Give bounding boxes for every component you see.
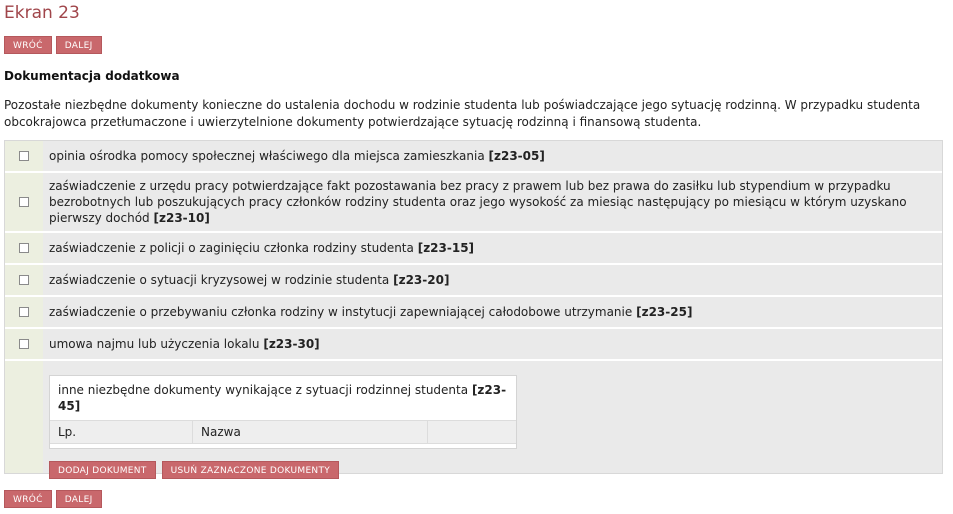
next-button[interactable]: DALEJ — [56, 490, 102, 508]
column-header-lp: Lp. — [50, 421, 193, 443]
item-code: [z23-15] — [417, 241, 475, 255]
section-title: Dokumentacja dodatkowa — [4, 69, 180, 83]
item-label: zaświadczenie o sytuacji kryzysowej w rodzinie studenta — [49, 273, 390, 287]
checkbox[interactable] — [19, 339, 29, 349]
top-nav — [4, 36, 102, 54]
table-header — [50, 421, 516, 444]
back-button[interactable]: WRÓĆ — [4, 36, 52, 54]
list-item — [5, 265, 942, 297]
checkbox[interactable] — [19, 151, 29, 161]
add-document-button[interactable]: DODAJ DOKUMENT — [49, 461, 156, 479]
item-code: [z23-10] — [153, 211, 210, 225]
list-item — [5, 297, 942, 329]
checkbox[interactable] — [19, 275, 29, 285]
section-description: Pozostałe niezbędne dokumenty konieczne do ustalenia dochodu w rodzinie studenta lub poświadczające jego sytuację rodzinną. W przypadku studenta obcokrajowca przetłumaczone i uwierzytelnione dokumenty potwierdzające sytuację rodzinną i finansową studenta. — [4, 98, 921, 129]
list-item — [5, 173, 942, 233]
checkbox[interactable] — [19, 197, 29, 207]
item-label: opinia ośrodka pomocy społecznej właściwego dla miejsca zamieszkania — [49, 149, 485, 163]
list-item — [5, 141, 942, 173]
item-code: [z23-20] — [393, 273, 450, 287]
item-label: umowa najmu lub użyczenia lokalu — [49, 337, 260, 351]
item-code: [z23-25] — [636, 305, 693, 319]
list-item — [5, 233, 942, 265]
remove-selected-documents-button[interactable]: USUŃ ZAZNACZONE DOKUMENTY — [162, 461, 339, 479]
back-button[interactable]: WRÓĆ — [4, 490, 52, 508]
item-code: [z23-30] — [263, 337, 320, 351]
other-documents-code: [z23-45] — [58, 383, 507, 413]
other-documents-row — [5, 361, 942, 474]
item-label: zaświadczenie o przebywaniu członka rodziny w instytucji zapewniającej całodobowe utrzymanie — [49, 305, 633, 319]
column-header-name: Nazwa — [193, 421, 428, 443]
item-label: zaświadczenie z urzędu pracy potwierdzające fakt pozostawania bez pracy z prawem lub bez prawa do zasiłku lub stypendium w przypadku bezrobotnych lub poszukujących pracy członków rodziny studenta oraz jego wysokość za miesiąc następujący po miesiącu w którym uzyskano pierwszy dochód — [49, 179, 907, 225]
next-button[interactable]: DALEJ — [56, 36, 102, 54]
other-documents-table — [49, 375, 517, 449]
checkbox[interactable] — [19, 307, 29, 317]
bottom-nav — [4, 490, 102, 508]
item-label: zaświadczenie z policji o zaginięciu członka rodziny studenta — [49, 241, 414, 255]
list-item — [5, 329, 942, 361]
page-title: Ekran 23 — [4, 3, 80, 23]
other-documents-title: inne niezbędne dokumenty wynikające z sytuacji rodzinnej studenta — [58, 383, 469, 397]
document-list — [4, 140, 943, 474]
column-header-extra — [428, 421, 516, 443]
checkbox[interactable] — [19, 243, 29, 253]
item-code: [z23-05] — [488, 149, 545, 163]
